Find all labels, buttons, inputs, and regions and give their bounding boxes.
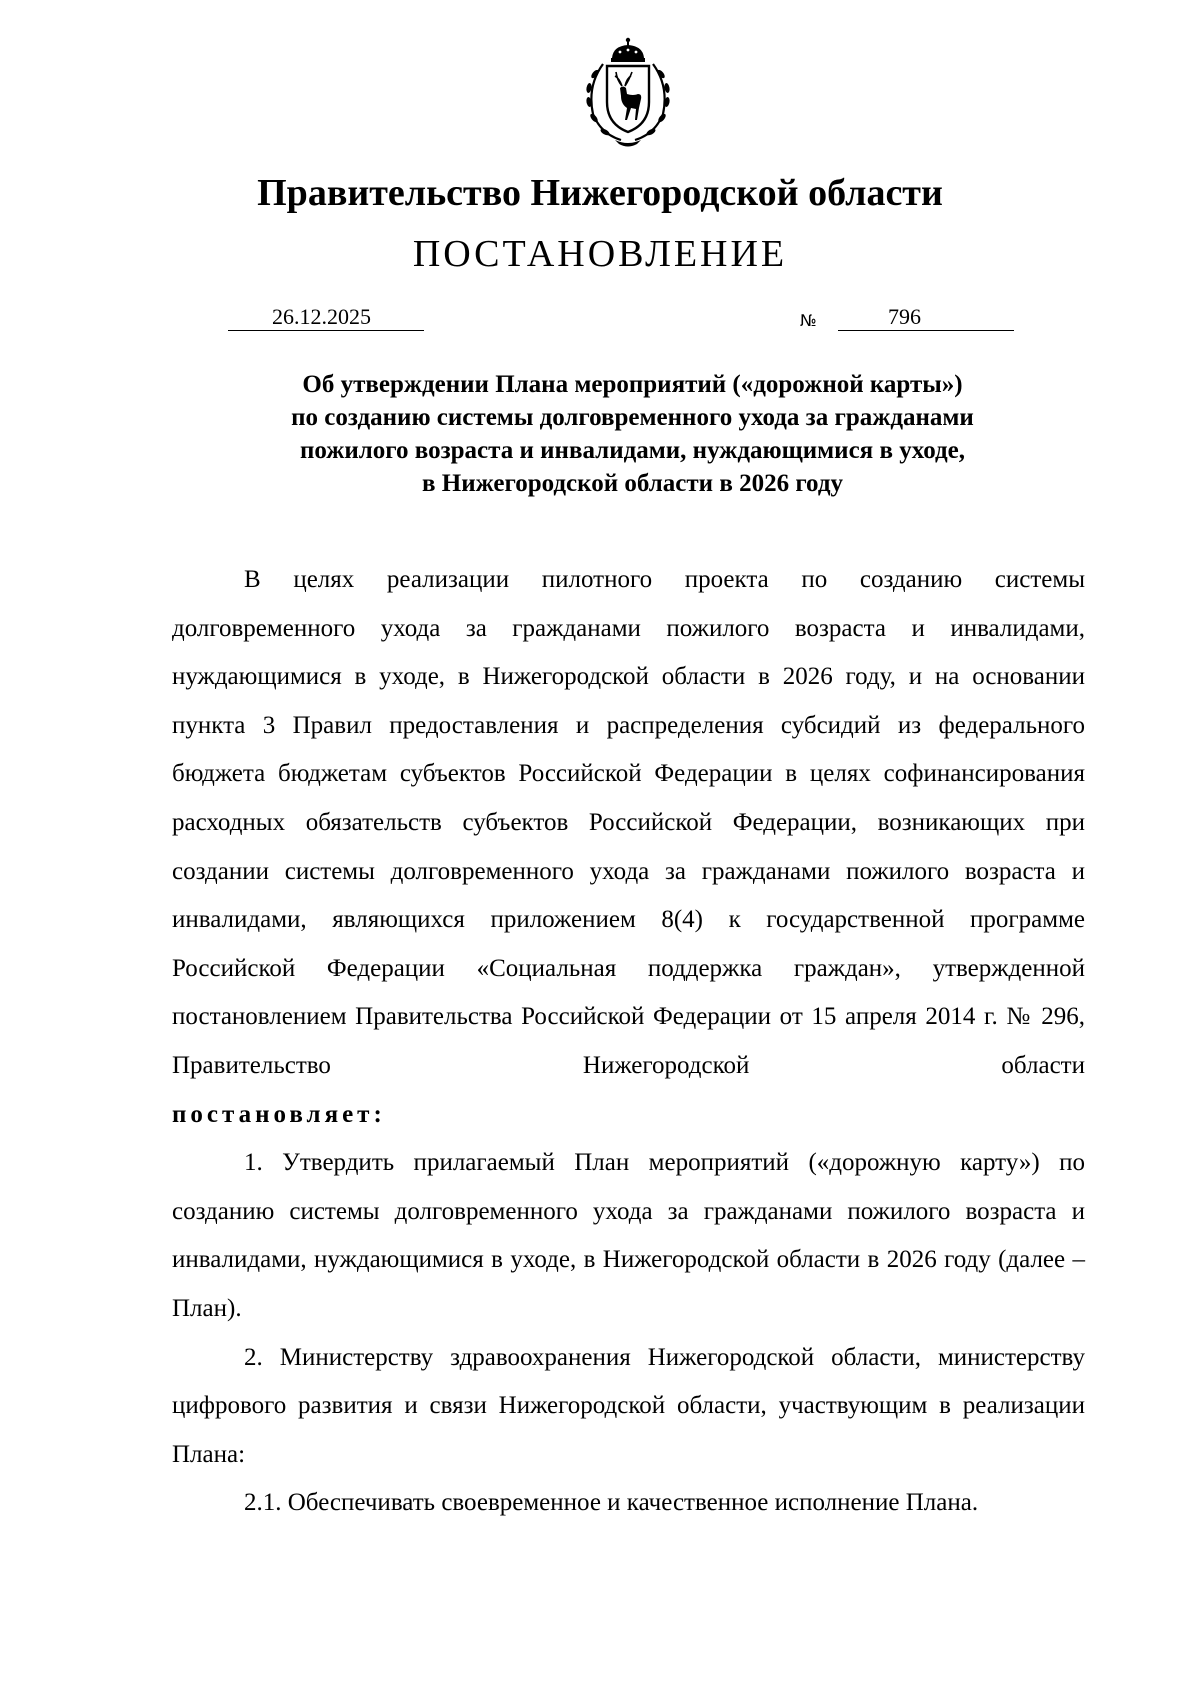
subject-line: пожилого возраста и инвалидами, нуждающимися в уходе, [299, 437, 966, 464]
document-date: 26.12.2025 [272, 304, 371, 329]
document-subject [0, 368, 1200, 500]
subject-line: в Нижегородской области в 2026 году [422, 470, 843, 497]
subject-line: Об утверждении Плана мероприятий («дорожной карты») [302, 371, 963, 398]
date-underline [228, 330, 424, 331]
document-type: ПОСТАНОВЛЕНИЕ [412, 233, 788, 275]
item-2-1-paragraph: 2.1. Обеспечивать своевременное и качественное исполнение Плана. [244, 1489, 979, 1517]
document-body [172, 556, 1085, 1528]
subject-line: по созданию системы долговременного ухода за гражданами [291, 404, 974, 431]
number-underline [838, 330, 1014, 331]
organization-title: Правительство Нижегородской области [257, 172, 943, 214]
coat-of-arms-icon [575, 36, 681, 150]
resolves-word: постановляет: [172, 1100, 386, 1128]
document-number: 796 [888, 304, 921, 329]
item-1-paragraph: 1. Утвердить прилагаемый План мероприятий («дорожную карту») по созданию системы долговременного ухода за гражданами пожилого возраста и инвалидами, нуждающимися в уходе, в Нижегородской области в 2026 году (далее – План). [172, 1149, 1085, 1322]
preamble-paragraph: В целях реализации пилотного проекта по созданию системы долговременного ухода за гражданами пожилого возраста и инвалидами, нуждающимися в уходе, в Нижегородской области в 2026 году, и на основании пункта 3 Правил предоставления и распределения субсидий из федерального бюджета бюджетам субъектов Российской Федерации в целях софинансирования расходных обязательств субъектов Российской Федерации, возникающих при создании системы долговременного ухода за гражданами пожилого возраста и инвалидами, являющихся приложением 8(4) к государственной программе Российской Федерации «Социальная поддержка граждан», утвержденной постановлением Правительства Российской Федерации от 15 апреля 2014 г. № 296, Правительство Нижегородской области [172, 566, 1085, 1079]
number-sign: № [800, 311, 817, 330]
resolves-label [172, 1091, 1085, 1140]
item-2-paragraph: 2. Министерству здравоохранения Нижегородской области, министерству цифрового развития и связи Нижегородской области, участвующим в реализации Плана: [172, 1343, 1085, 1468]
